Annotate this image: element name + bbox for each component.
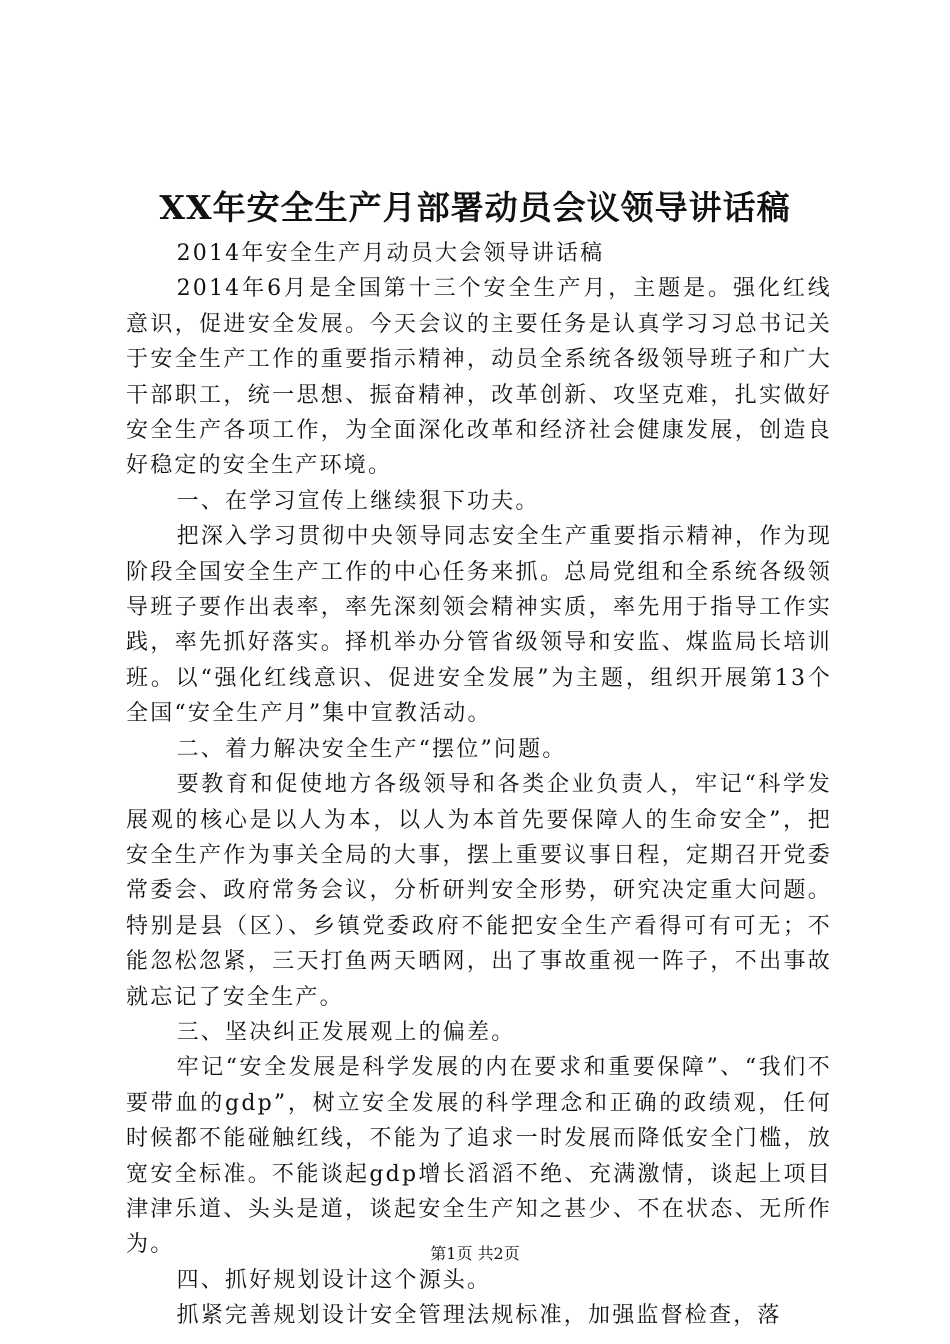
section-heading: 二、着力解决安全生产“摆位”问题。	[176, 736, 567, 762]
section-heading: 三、坚决纠正发展观上的偏差。	[176, 1019, 516, 1045]
section-heading: 一、在学习宣传上继续狠下功夫。	[176, 488, 540, 514]
body-paragraph: 把深入学习贯彻中央领导同志安全生产重要指示精神，作为现阶段全国安全生产工作的中心任务来抓。总局党组和全系统各级领导班子要作出表率，率先深刻领会精神实质，率先用于指导工作实践，率先抓好落实。择机举办分管省级领导和安监、煤监局长培训班。以“强化红线意识、促进安全发展”为主题，组织开展第13个全国“安全生产月”集中宣教活动。	[126, 524, 832, 727]
body-paragraph: 要教育和促使地方各级领导和各类企业负责人，牢记“科学发展观的核心是以人为本，以人为本首先要保障人的生命安全”，把安全生产作为事关全局的大事，摆上重要议事日程，定期召开党委常委会、政府常务会议，分析研判安全形势，研究决定重大问题。特别是县（区）、乡镇党委政府不能把安全生产看得可有可无；不能忽松忽紧，三天打鱼两天晒网，出了事故重视一阵子，不出事故就忘记了安全生产。	[126, 772, 832, 1010]
page-footer: 第1页 共2页	[430, 1244, 520, 1263]
document-body	[126, 236, 832, 1334]
body-paragraph: 抓紧完善规划设计安全管理法规标准，加强监督检查，落	[176, 1303, 782, 1329]
section-heading: 四、抓好规划设计这个源头。	[176, 1267, 492, 1293]
body-paragraph: 2014年6月是全国第十三个安全生产月，主题是。强化红线意识，促进安全发展。今天会议的主要任务是认真学习习总书记关于安全生产工作的重要指示精神，动员全系统各级领导班子和广大干部职工，统一思想、振奋精神，改革创新、攻坚克难，扎实做好安全生产各项工作，为全面深化改革和经济社会健康发展，创造良好稳定的安全生产环境。	[126, 276, 832, 479]
subtitle-paragraph: 2014年安全生产月动员大会领导讲话稿	[176, 241, 605, 266]
document-title: XX年安全生产月部署动员会议领导讲话稿	[159, 188, 791, 227]
body-paragraph: 牢记“安全发展是科学发展的内在要求和重要保障”、“我们不要带血的gdp”，树立安全发展的科学理念和正确的政绩观，任何时候都不能碰触红线，不能为了追求一时发展而降低安全门槛，放宽安全标准。不能谈起gdp增长滔滔不绝、充满激情，谈起上项目津津乐道、头头是道，谈起安全生产知之甚少、不在状态、无所作为。	[126, 1055, 832, 1258]
